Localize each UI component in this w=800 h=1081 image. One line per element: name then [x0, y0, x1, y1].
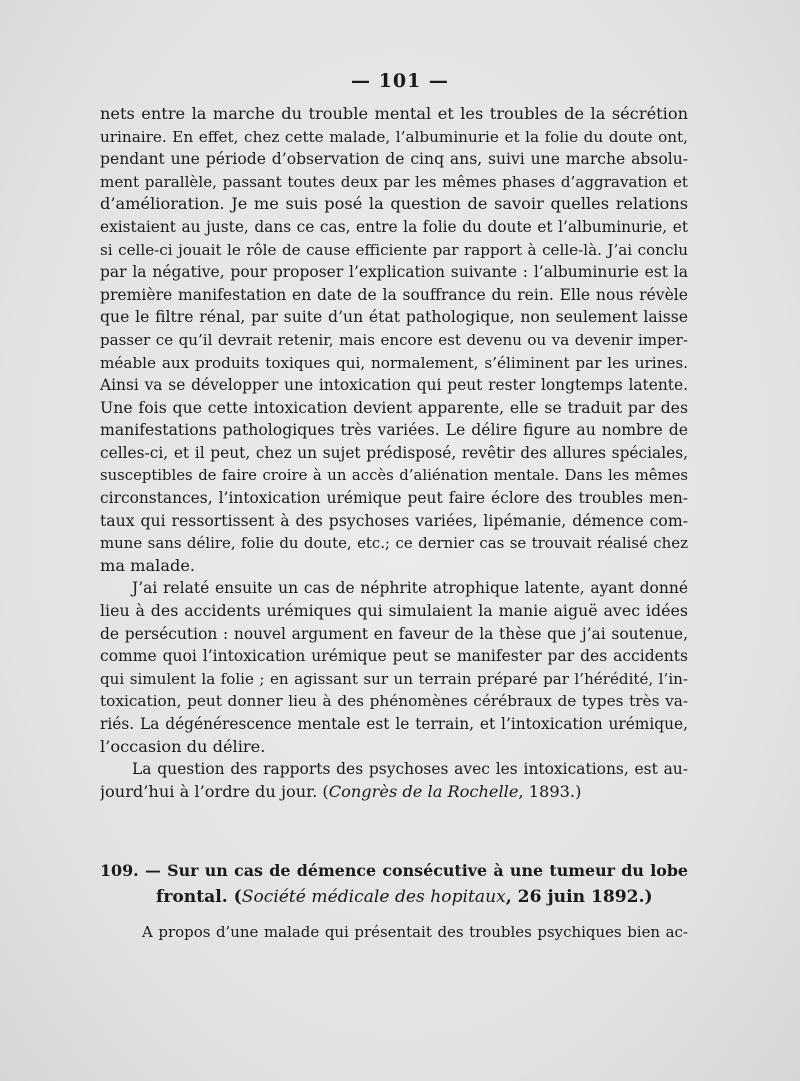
text-line: passer ce qu’il devrait retenir, mais encore est devenu ou va devenir imper-	[100, 330, 688, 349]
citation-italic: Congrès de la Rochelle	[328, 781, 519, 801]
text-line: d’amélioration. Je me suis posé la question de savoir quelles relations	[100, 194, 688, 214]
text-line: Une fois que cette intoxication devient apparente, elle se traduit par des	[100, 397, 688, 417]
text-line: Ainsi va se développer une intoxication qui peut rester longtemps latente.	[100, 376, 688, 395]
text-line: lieu à des accidents urémiques qui simulaient la manie aiguë avec idées	[100, 601, 688, 621]
text-line: celles-ci, et il peut, chez un sujet prédisposé, revêtir des allures spéciales,	[100, 443, 688, 462]
text-line: manifestations pathologiques très variées. Le délire figure au nombre de	[100, 420, 688, 440]
text-line: mune sans délire, folie du doute, etc.; ce dernier cas se trouvait réalisé chez	[100, 534, 688, 553]
text-line: A propos d’une malade qui présentait des troubles psychiques bien ac-	[142, 923, 688, 941]
section-heading	[100, 857, 688, 911]
page-number: — 101 —	[351, 70, 449, 92]
text-line: susceptibles de faire croire à un accès d’aliénation mentale. Dans les mêmes	[100, 466, 688, 484]
text-line: taux qui ressortissent à des psychoses variées, lipémanie, démence com-	[100, 510, 688, 530]
text-line: pendant une période d’observation de cinq ans, suivi une marche absolu-	[100, 150, 688, 169]
text-line: de persécution : nouvel argument en faveur de la thèse que j’ai soutenue,	[100, 624, 688, 643]
text-line: l’occasion du délire.	[100, 736, 266, 756]
text-line: si celle-ci jouait le rôle de cause efficiente par rapport à celle-là. J’ai conclu	[100, 240, 688, 259]
text-line: nets entre la marche du trouble mental et les troubles de la sécrétion	[100, 104, 688, 123]
text-line: première manifestation en date de la souffrance du rein. Elle nous révèle	[100, 285, 688, 304]
paragraph-1	[100, 103, 688, 803]
heading-line	[100, 857, 688, 884]
text-segment: frontal. (	[156, 887, 242, 907]
text-segment: , 1893.)	[518, 781, 582, 801]
text-segment: , 26 juin 1892.)	[505, 887, 653, 907]
text-line: ment parallèle, passant toutes deux par les mêmes phases d’aggravation et	[100, 172, 688, 191]
section-number: 109.	[100, 861, 139, 880]
text-line: La question des rapports des psychoses avec les intoxications, est au-	[132, 760, 688, 779]
citation-italic: Société médicale des hopitaux	[241, 887, 506, 907]
text-line: J’ai relaté ensuite un cas de néphrite atrophique latente, ayant donné	[132, 579, 688, 598]
text-line: qui simulent la folie ; en agissant sur un terrain préparé par l’hérédité, l’in-	[100, 669, 688, 688]
text-line: par la négative, pour proposer l’explication suivante : l’albuminurie est la	[100, 263, 688, 282]
text-line: ma malade.	[100, 555, 196, 575]
text-line: que le filtre rénal, par suite d’un état pathologique, non seulement laisse	[100, 307, 688, 327]
text-line: toxication, peut donner lieu à des phénomènes cérébraux de types très va-	[100, 692, 688, 711]
text-line: existaient au juste, dans ce cas, entre la folie du doute et l’albuminurie, et	[100, 217, 688, 236]
heading-line	[100, 884, 688, 911]
text-line	[100, 781, 688, 804]
text-line: riés. La dégénérescence mentale est le terrain, et l’intoxication urémique,	[100, 715, 688, 734]
text-line: méable aux produits toxiques qui, normalement, s’éliminent par les urines.	[100, 353, 688, 372]
text-segment: jourd’hui à l’ordre du jour. (	[100, 781, 329, 801]
text-line: circonstances, l’intoxication urémique peut faire éclore des troubles men-	[100, 489, 688, 508]
text-line: comme quoi l’intoxication urémique peut se manifester par des accidents	[100, 647, 688, 666]
text-line: urinaire. En effet, chez cette malade, l’albuminurie et la folie du doute ont,	[100, 127, 688, 146]
section-title: — Sur un cas de démence consécutive à une tumeur du lobe	[144, 861, 688, 880]
